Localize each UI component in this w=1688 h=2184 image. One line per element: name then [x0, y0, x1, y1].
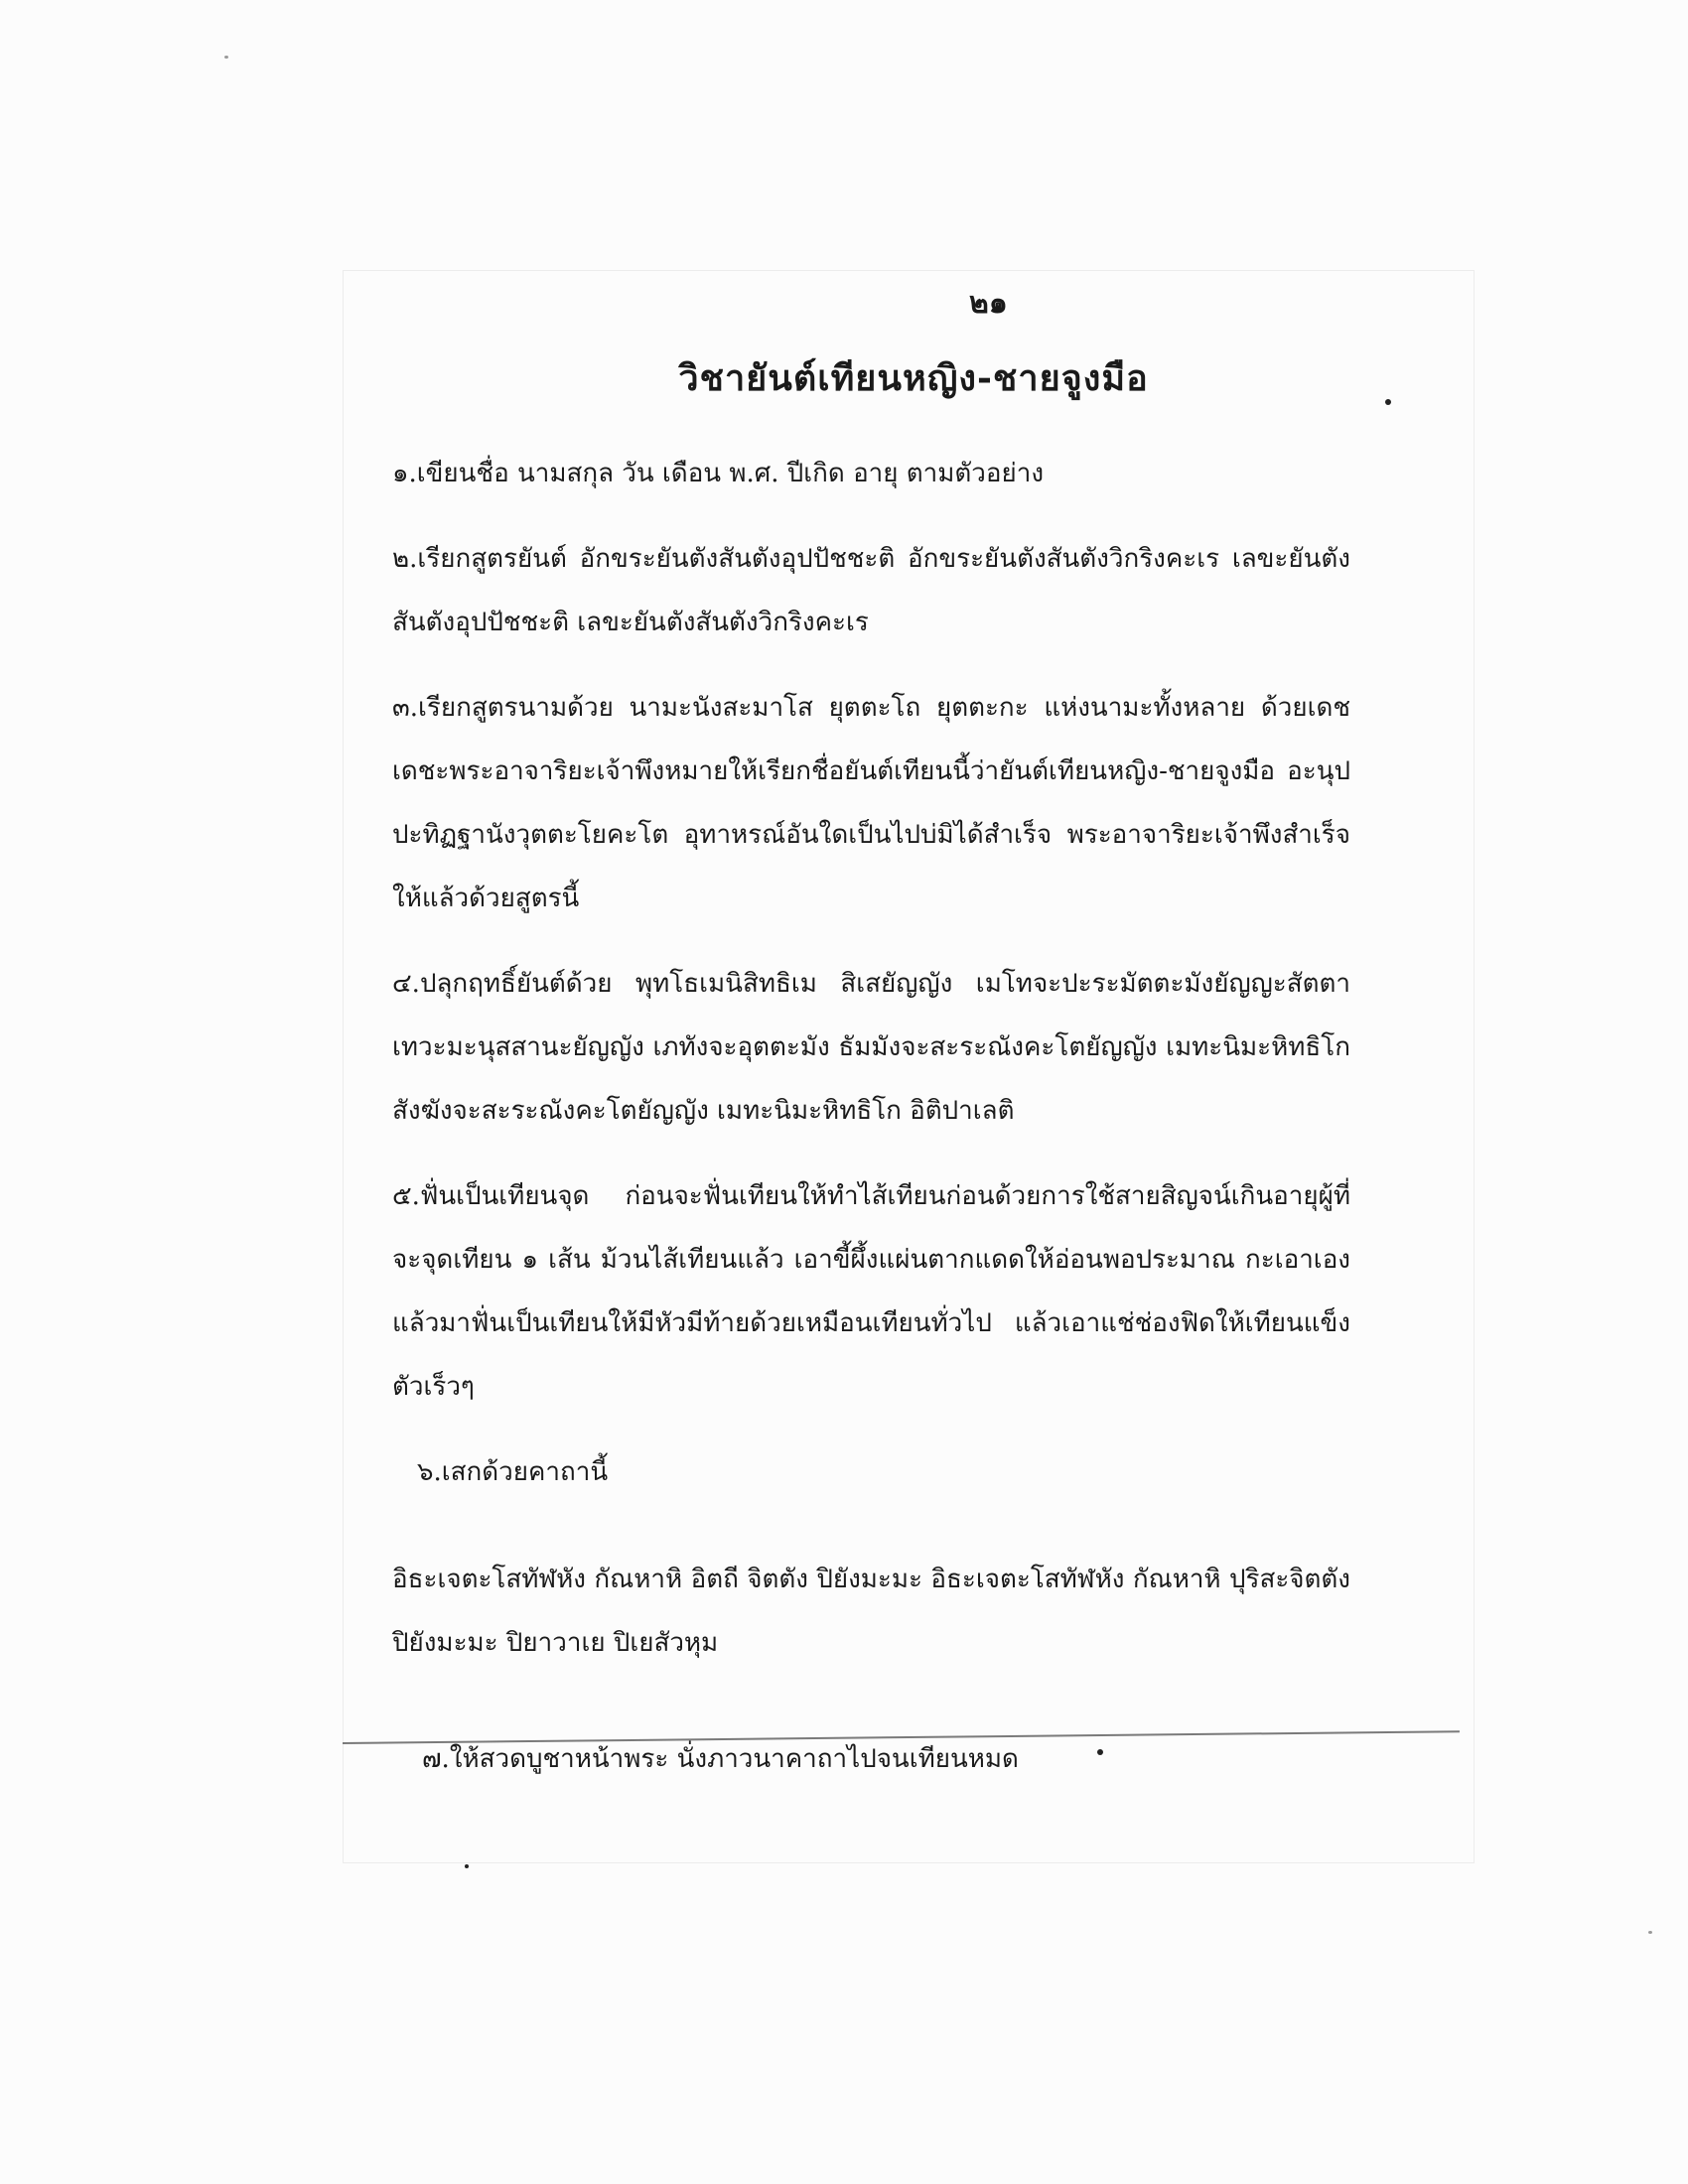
step-4: ๔.ปลุกฤทธิ์ยันต์ด้วย พุทโธเมนิสิทธิเม สิเสยัญญัง เมโทจะปะระมัตตะมังยัญญะสัตตาเทวะมะนุสสานะยัญญัง เภทังจะอุตตะมัง ธัมมังจะสะระณังคะโตยัญญัง เมทะนิมะหิทธิโก สังฆังจะสะระณังคะโตยัญญัง เมทะนิมะหิทธิโก อิติปาเลติ [392, 969, 1350, 1126]
scan-speck [465, 1864, 469, 1868]
scan-speck [224, 56, 228, 59]
step-5: ๕.ฟั่นเป็นเทียนจุด ก่อนจะฟั่นเทียนให้ทำไส้เทียนก่อนด้วยการใช้สายสิญจน์เกินอายุผู้ที่จะจุดเทียน ๑ เส้น ม้วนไส้เทียนแล้ว เอาขี้ผึ้งแผ่นตากแดดให้อ่อนพอประมาณ กะเอาเอง แล้วมาฟั่นเป็นเทียนให้มีหัวมีท้ายด้วยเหมือนเทียนทั่วไป แล้วเอาแช่ช่องฟิดให้เทียนแข็งตัวเร็วๆ [392, 1181, 1350, 1402]
step-2: ๒.เรียกสูตรยันต์ อักขระยันตังสันตังอุปปัชชะติ อักขระยันตังสันตังวิกริงคะเร เลขะยันตังสันตังอุปปัชชะติ เลขะยันตังสันตังวิกริงคะเร [392, 544, 1350, 637]
scan-speck [1097, 1749, 1103, 1755]
page-title: วิชายันต์เทียนหญิง-ชายจูงมือ [678, 357, 1149, 399]
step-3: ๓.เรียกสูตรนามด้วย นามะนังสะมาโส ยุตตะโถ ยุตตะกะ แห่งนามะทั้งหลาย ด้วยเดชเดชะพระอาจาริยะเจ้าพึงหมายให้เรียกชื่อยันต์เทียนนี้ว่ายันต์เทียนหญิง-ชายจูงมือ อะนุปปะทิฏฐานังวุตตะโยคะโต อุทาหรณ์อันใดเป็นไปบ่มิได้สำเร็จ พระอาจาริยะเจ้าพึงสำเร็จให้แล้วด้วยสูตรนี้ [392, 693, 1350, 913]
step-7: ๗.ให้สวดบูชาหน้าพระ นั่งภาวนาคาถาไปจนเทียนหมด [422, 1744, 1019, 1774]
scan-speck [1385, 399, 1391, 405]
step-1: ๑.เขียนชื่อ นามสกุล วัน เดือน พ.ศ. ปีเกิด อายุ ตามตัวอย่าง [392, 459, 1045, 488]
chant-text: อิธะเจตะโสทัฬหัง กัณหาหิ อิตถี จิตตัง ปิยังมะมะ อิธะเจตะโสทัฬหัง กัณหาหิ ปุริสะจิตตัง ปิยังมะมะ ปิยาวาเย ปิเยสัวหุม [392, 1565, 1350, 1658]
scan-speck [1648, 1931, 1652, 1934]
step-6: ๖.เสกด้วยคาถานี้ [417, 1457, 609, 1487]
body-text [392, 442, 1350, 1697]
page-number: ๒๑ [969, 286, 1008, 321]
